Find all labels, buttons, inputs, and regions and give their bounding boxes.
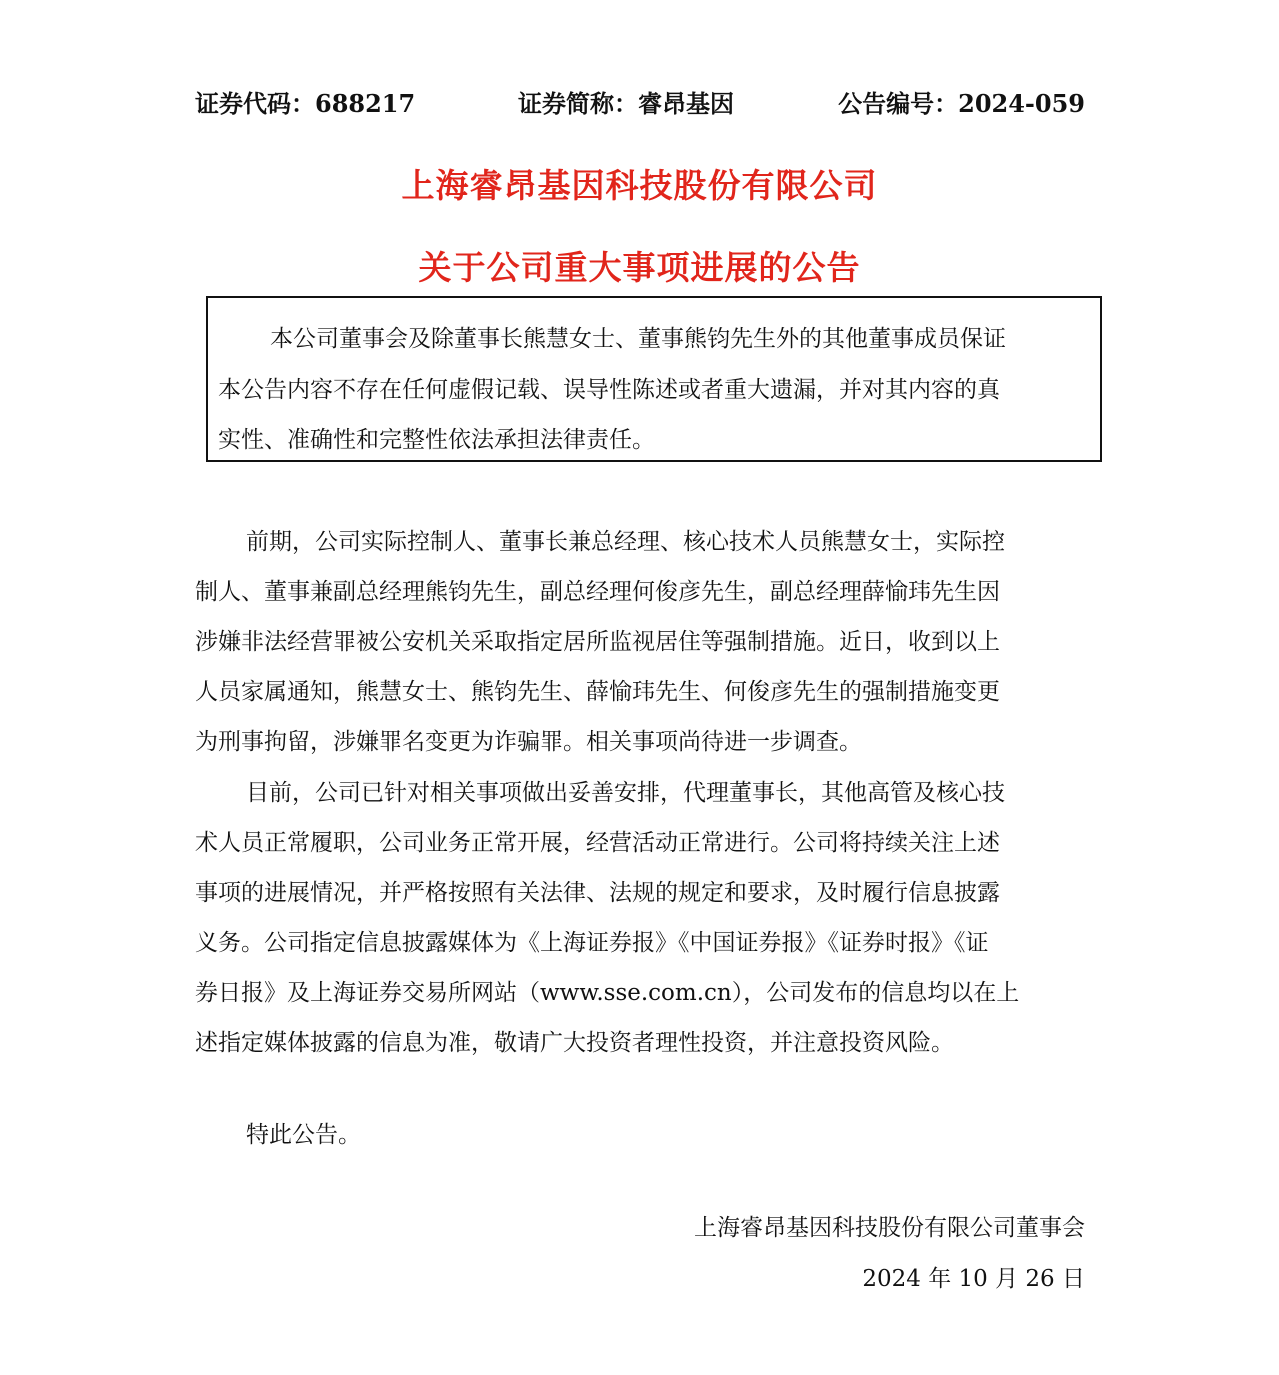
body-line: 事项的进展情况，并严格按照有关法律、法规的规定和要求，及时履行信息披露 (195, 880, 1000, 906)
board-statement-box (206, 296, 1102, 462)
signature-organization: 上海睿昂基因科技股份有限公司董事会 (694, 1215, 1085, 1241)
security-code: 证券代码：688217 (195, 89, 416, 118)
header-line (195, 84, 1085, 124)
security-abbreviation: 证券简称：睿昂基因 (518, 89, 734, 118)
signature-date: 2024 年 10 月 26 日 (862, 1266, 1085, 1292)
body-line: 制人、董事兼副总经理熊钧先生，副总经理何俊彦先生，副总经理薛愉玮先生因 (195, 579, 1000, 605)
body-line: 券日报》及上海证券交易所网站（www.sse.com.cn），公司发布的信息均以在上 (195, 980, 1020, 1006)
body-line: 述指定媒体披露的信息为准，敬请广大投资者理性投资，并注意投资风险。 (195, 1030, 954, 1056)
body-line: 术人员正常履职，公司业务正常开展，经营活动正常进行。公司将持续关注上述 (195, 830, 1000, 856)
body-line: 涉嫌非法经营罪被公安机关采取指定居所监视居住等强制措施。近日，收到以上 (195, 629, 1000, 655)
announcement-title: 关于公司重大事项进展的公告 (418, 248, 861, 287)
closing-remark: 特此公告。 (246, 1122, 361, 1148)
statement-line: 实性、准确性和完整性依法承担法律责任。 (218, 427, 655, 453)
statement-line: 本公告内容不存在任何虚假记载、误导性陈述或者重大遗漏，并对其内容的真 (218, 377, 1000, 403)
body-line: 目前，公司已针对相关事项做出妥善安排，代理董事长，其他高管及核心技 (246, 780, 1005, 806)
statement-line: 本公司董事会及除董事长熊慧女士、董事熊钧先生外的其他董事成员保证 (270, 326, 1006, 352)
body-line: 为刑事拘留，涉嫌罪名变更为诈骗罪。相关事项尚待进一步调查。 (195, 729, 862, 755)
company-title: 上海睿昂基因科技股份有限公司 (401, 166, 878, 205)
body-line: 前期，公司实际控制人、董事长兼总经理、核心技术人员熊慧女士，实际控 (246, 529, 1005, 555)
body-line: 人员家属通知，熊慧女士、熊钧先生、薛愉玮先生、何俊彦先生的强制措施变更 (195, 679, 1000, 705)
notice-number: 公告编号：2024-059 (838, 89, 1085, 118)
body-line: 义务。公司指定信息披露媒体为《上海证券报》《中国证券报》《证券时报》《证 (195, 930, 989, 956)
